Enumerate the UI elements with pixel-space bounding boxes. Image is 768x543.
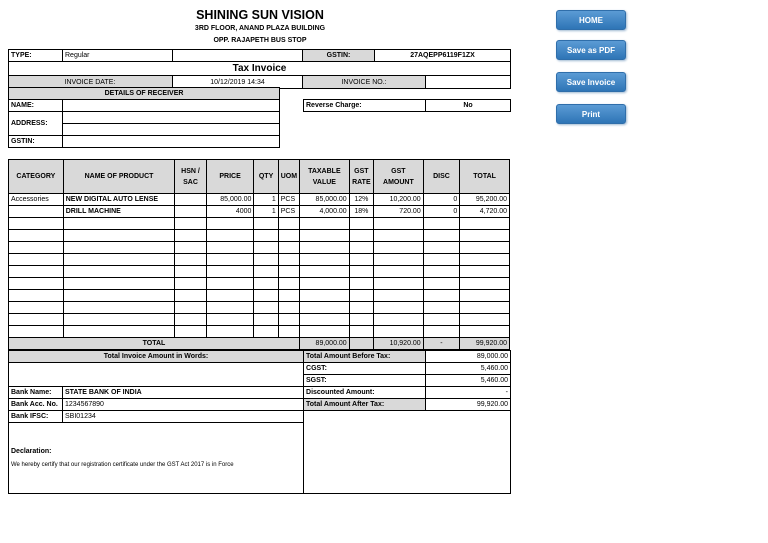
totals-taxable: 89,000.00 bbox=[300, 338, 350, 350]
cell-gst-rate[interactable] bbox=[349, 242, 373, 254]
table-row bbox=[9, 242, 510, 254]
print-button[interactable]: Print bbox=[556, 104, 626, 124]
receiver-title: DETAILS OF RECEIVER bbox=[9, 88, 280, 100]
cell-total[interactable] bbox=[460, 218, 510, 230]
cell-total[interactable] bbox=[460, 302, 510, 314]
cell-price[interactable] bbox=[206, 266, 254, 278]
cell-gst-amount[interactable]: 10,200.00 bbox=[374, 194, 424, 206]
cell-uom[interactable] bbox=[278, 278, 299, 290]
cell-product[interactable] bbox=[63, 254, 175, 266]
cell-gst-amount[interactable] bbox=[374, 218, 424, 230]
before-tax-value: 89,000.00 bbox=[426, 351, 511, 363]
cell-disc[interactable] bbox=[423, 242, 460, 254]
after-tax-label: Total Amount After Tax: bbox=[304, 399, 426, 411]
cell-hsn[interactable] bbox=[175, 218, 206, 230]
discounted-value: - bbox=[426, 387, 511, 399]
receiver-address-label: ADDRESS: bbox=[9, 112, 63, 136]
cell-uom[interactable] bbox=[278, 266, 299, 278]
cell-qty[interactable] bbox=[254, 326, 278, 338]
cell-disc[interactable] bbox=[423, 326, 460, 338]
cell-category[interactable] bbox=[9, 326, 64, 338]
cell-category[interactable] bbox=[9, 314, 64, 326]
cell-disc[interactable]: 0 bbox=[423, 206, 460, 218]
cell-hsn[interactable] bbox=[175, 230, 206, 242]
cell-uom[interactable]: PCS bbox=[278, 206, 299, 218]
table-row bbox=[9, 254, 510, 266]
cell-price[interactable] bbox=[206, 326, 254, 338]
cell-product[interactable] bbox=[63, 326, 175, 338]
cell-product[interactable] bbox=[63, 314, 175, 326]
company-address-line1: 3RD FLOOR, ANAND PLAZA BUILDING bbox=[194, 25, 326, 32]
declaration-text: We hereby certify that our registration certificate under the GST Act 2017 is in Force bbox=[11, 462, 234, 468]
declaration-title: Declaration: bbox=[11, 448, 52, 455]
cell-gst-amount[interactable] bbox=[374, 242, 424, 254]
receiver-name-label: NAME: bbox=[9, 100, 63, 112]
bank-ifsc-label: Bank IFSC: bbox=[9, 411, 63, 423]
cell-qty[interactable] bbox=[254, 302, 278, 314]
col-hsn: HSN / SAC bbox=[175, 160, 206, 194]
cell-category[interactable] bbox=[9, 290, 64, 302]
bank-acc-value: 1234567890 bbox=[63, 399, 304, 411]
type-value[interactable]: Regular bbox=[63, 50, 173, 62]
cell-uom[interactable]: PCS bbox=[278, 194, 299, 206]
cell-uom[interactable] bbox=[278, 218, 299, 230]
home-button[interactable]: HOME bbox=[556, 10, 626, 30]
amount-words-value bbox=[9, 363, 304, 387]
col-gst-rate: GST RATE bbox=[349, 160, 373, 194]
cell-gst-amount[interactable] bbox=[374, 302, 424, 314]
cell-gst-rate[interactable] bbox=[349, 254, 373, 266]
summary-table bbox=[8, 350, 511, 494]
cell-qty[interactable]: 1 bbox=[254, 194, 278, 206]
cell-disc[interactable] bbox=[423, 290, 460, 302]
cell-category[interactable] bbox=[9, 218, 64, 230]
company-name: SHINING SUN VISION bbox=[196, 8, 324, 22]
cell-qty[interactable] bbox=[254, 314, 278, 326]
cell-qty[interactable] bbox=[254, 218, 278, 230]
cell-category[interactable] bbox=[9, 206, 64, 218]
col-total: TOTAL bbox=[460, 160, 510, 194]
invoice-no-label: INVOICE NO.: bbox=[303, 76, 426, 88]
cell-qty[interactable] bbox=[254, 290, 278, 302]
totals-gst-amount: 10,920.00 bbox=[374, 338, 424, 350]
cell-uom[interactable] bbox=[278, 290, 299, 302]
cell-taxable[interactable] bbox=[300, 230, 350, 242]
totals-label: TOTAL bbox=[9, 338, 300, 350]
cell-hsn[interactable] bbox=[175, 302, 206, 314]
cell-gst-rate[interactable] bbox=[349, 326, 373, 338]
cell-qty[interactable]: 1 bbox=[254, 206, 278, 218]
cell-product[interactable]: DRILL MACHINE bbox=[63, 206, 175, 218]
table-row bbox=[9, 206, 510, 218]
cell-qty[interactable] bbox=[254, 254, 278, 266]
reverse-charge-value[interactable]: No bbox=[426, 100, 511, 112]
cell-product[interactable] bbox=[63, 218, 175, 230]
cell-taxable[interactable]: 4,000.00 bbox=[300, 206, 350, 218]
cell-category[interactable] bbox=[9, 278, 64, 290]
cell-gst-rate[interactable] bbox=[349, 290, 373, 302]
cell-uom[interactable] bbox=[278, 254, 299, 266]
cell-taxable[interactable] bbox=[300, 314, 350, 326]
cell-gst-amount[interactable] bbox=[374, 266, 424, 278]
cell-hsn[interactable] bbox=[175, 326, 206, 338]
type-label: TYPE: bbox=[9, 50, 63, 62]
cell-price[interactable] bbox=[206, 218, 254, 230]
cell-disc[interactable] bbox=[423, 254, 460, 266]
cgst-value: 5,460.00 bbox=[426, 363, 511, 375]
cell-price[interactable] bbox=[206, 254, 254, 266]
table-row bbox=[9, 302, 510, 314]
cell-gst-rate[interactable] bbox=[349, 278, 373, 290]
cell-disc[interactable]: 0 bbox=[423, 194, 460, 206]
invoice-header-table bbox=[8, 49, 511, 89]
cell-category[interactable]: Accessories bbox=[9, 194, 64, 206]
cell-total[interactable] bbox=[460, 290, 510, 302]
cell-qty[interactable] bbox=[254, 266, 278, 278]
cell-hsn[interactable] bbox=[175, 266, 206, 278]
totals-disc: - bbox=[423, 338, 460, 350]
table-row bbox=[9, 218, 510, 230]
cell-uom[interactable] bbox=[278, 230, 299, 242]
col-product: NAME OF PRODUCT bbox=[63, 160, 175, 194]
cell-product[interactable] bbox=[63, 278, 175, 290]
cell-disc[interactable] bbox=[423, 278, 460, 290]
cell-price[interactable] bbox=[206, 314, 254, 326]
col-price: PRICE bbox=[206, 160, 254, 194]
table-row bbox=[9, 266, 510, 278]
bank-name-label: Bank Name: bbox=[9, 387, 63, 399]
cell-disc[interactable] bbox=[423, 302, 460, 314]
cell-taxable[interactable] bbox=[300, 290, 350, 302]
after-tax-value: 99,920.00 bbox=[426, 399, 511, 411]
cell-gst-rate[interactable]: 12% bbox=[349, 194, 373, 206]
cell-gst-amount[interactable] bbox=[374, 254, 424, 266]
cell-taxable[interactable] bbox=[300, 326, 350, 338]
cell-uom[interactable] bbox=[278, 314, 299, 326]
cell-uom[interactable] bbox=[278, 302, 299, 314]
cell-product[interactable] bbox=[63, 266, 175, 278]
cell-gst-amount[interactable]: 720.00 bbox=[374, 206, 424, 218]
cell-hsn[interactable] bbox=[175, 290, 206, 302]
reverse-charge-label: Reverse Charge: bbox=[304, 100, 426, 112]
col-uom: UOM bbox=[278, 160, 299, 194]
cell-price[interactable] bbox=[206, 230, 254, 242]
col-disc: DISC bbox=[423, 160, 460, 194]
save-invoice-button[interactable]: Save Invoice bbox=[556, 72, 626, 92]
cell-product[interactable] bbox=[63, 242, 175, 254]
save-as-pdf-button[interactable]: Save as PDF bbox=[556, 40, 626, 60]
cell-price[interactable]: 85,000.00 bbox=[206, 194, 254, 206]
cell-price[interactable] bbox=[206, 278, 254, 290]
cell-product[interactable] bbox=[63, 230, 175, 242]
cell-category[interactable] bbox=[9, 254, 64, 266]
bank-name-value: STATE BANK OF INDIA bbox=[63, 387, 304, 399]
cell-price[interactable] bbox=[206, 290, 254, 302]
cell-disc[interactable] bbox=[423, 266, 460, 278]
cell-hsn[interactable] bbox=[175, 254, 206, 266]
col-gst-amount: GST AMOUNT bbox=[374, 160, 424, 194]
table-row bbox=[9, 230, 510, 242]
cell-product[interactable] bbox=[63, 302, 175, 314]
cell-product[interactable]: NEW DIGITAL AUTO LENSE bbox=[63, 194, 175, 206]
cell-taxable[interactable] bbox=[300, 266, 350, 278]
cell-gst-amount[interactable] bbox=[374, 326, 424, 338]
cell-taxable[interactable] bbox=[300, 302, 350, 314]
cell-total[interactable] bbox=[460, 242, 510, 254]
gstin-value: 27AQEPP6119F1ZX bbox=[375, 50, 511, 62]
receiver-gstin-value[interactable] bbox=[63, 136, 280, 148]
cell-disc[interactable] bbox=[423, 314, 460, 326]
cell-gst-amount[interactable] bbox=[374, 278, 424, 290]
cgst-label: CGST: bbox=[304, 363, 426, 375]
cell-uom[interactable] bbox=[278, 326, 299, 338]
cell-qty[interactable] bbox=[254, 230, 278, 242]
receiver-name-value[interactable] bbox=[63, 100, 280, 112]
discounted-label: Discounted Amount: bbox=[304, 387, 426, 399]
signature-area bbox=[304, 411, 511, 494]
cell-price[interactable]: 4000 bbox=[206, 206, 254, 218]
invoice-no-value[interactable] bbox=[426, 76, 510, 88]
gstin-label: GSTIN: bbox=[303, 50, 375, 62]
cell-hsn[interactable] bbox=[175, 278, 206, 290]
cell-taxable[interactable] bbox=[300, 242, 350, 254]
cell-total[interactable] bbox=[460, 314, 510, 326]
table-row bbox=[9, 194, 510, 206]
cell-hsn[interactable] bbox=[175, 314, 206, 326]
cell-total[interactable] bbox=[460, 230, 510, 242]
reverse-charge-table bbox=[303, 99, 511, 112]
totals-total: 99,920.00 bbox=[460, 338, 510, 350]
cell-category[interactable] bbox=[9, 266, 64, 278]
receiver-table bbox=[8, 87, 280, 148]
cell-total[interactable] bbox=[460, 278, 510, 290]
sgst-value: 5,460.00 bbox=[426, 375, 511, 387]
items-table bbox=[8, 159, 510, 350]
cell-total[interactable] bbox=[460, 254, 510, 266]
invoice-title: Tax Invoice bbox=[9, 62, 511, 76]
cell-disc[interactable] bbox=[423, 218, 460, 230]
cell-product[interactable] bbox=[63, 290, 175, 302]
cell-taxable[interactable]: 85,000.00 bbox=[300, 194, 350, 206]
col-taxable: TAXABLE VALUE bbox=[300, 160, 350, 194]
cell-gst-rate[interactable]: 18% bbox=[349, 206, 373, 218]
cell-category[interactable] bbox=[9, 230, 64, 242]
company-address-line2: OPP. RAJAPETH BUS STOP bbox=[213, 37, 307, 44]
cell-gst-rate[interactable] bbox=[349, 314, 373, 326]
invoice-date-label: INVOICE DATE: bbox=[63, 76, 173, 89]
table-row bbox=[9, 326, 510, 338]
bank-acc-label: Bank Acc. No. bbox=[9, 399, 63, 411]
cell-total[interactable]: 4,720.00 bbox=[460, 206, 510, 218]
cell-gst-rate[interactable] bbox=[349, 266, 373, 278]
receiver-gstin-label: GSTIN: bbox=[9, 136, 63, 148]
cell-uom[interactable] bbox=[278, 242, 299, 254]
cell-gst-rate[interactable] bbox=[349, 230, 373, 242]
cell-total[interactable] bbox=[460, 266, 510, 278]
cell-gst-rate[interactable] bbox=[349, 302, 373, 314]
cell-total[interactable]: 95,200.00 bbox=[460, 194, 510, 206]
cell-price[interactable] bbox=[206, 242, 254, 254]
cell-hsn[interactable] bbox=[175, 206, 206, 218]
cell-total[interactable] bbox=[460, 326, 510, 338]
cell-gst-amount[interactable] bbox=[374, 314, 424, 326]
cell-category[interactable] bbox=[9, 242, 64, 254]
cell-hsn[interactable] bbox=[175, 242, 206, 254]
table-row bbox=[9, 314, 510, 326]
cell-gst-rate[interactable] bbox=[349, 218, 373, 230]
table-row bbox=[9, 290, 510, 302]
receiver-address-value[interactable] bbox=[63, 112, 280, 124]
sgst-label: SGST: bbox=[304, 375, 426, 387]
cell-qty[interactable] bbox=[254, 278, 278, 290]
col-qty: QTY bbox=[254, 160, 278, 194]
col-category: CATEGORY bbox=[9, 160, 64, 194]
amount-words-label: Total Invoice Amount in Words: bbox=[9, 351, 304, 363]
cell-disc[interactable] bbox=[423, 230, 460, 242]
cell-qty[interactable] bbox=[254, 242, 278, 254]
cell-taxable[interactable] bbox=[300, 278, 350, 290]
cell-gst-amount[interactable] bbox=[374, 230, 424, 242]
table-row bbox=[9, 278, 510, 290]
cell-taxable[interactable] bbox=[300, 218, 350, 230]
cell-price[interactable] bbox=[206, 302, 254, 314]
declaration-block bbox=[9, 423, 304, 494]
cell-gst-amount[interactable] bbox=[374, 290, 424, 302]
cell-category[interactable] bbox=[9, 302, 64, 314]
cell-taxable[interactable] bbox=[300, 254, 350, 266]
before-tax-label: Total Amount Before Tax: bbox=[304, 351, 426, 363]
invoice-date-value[interactable]: 10/12/2019 14:34 bbox=[173, 76, 303, 89]
bank-ifsc-value: SBI01234 bbox=[63, 411, 304, 423]
cell-hsn[interactable] bbox=[175, 194, 206, 206]
